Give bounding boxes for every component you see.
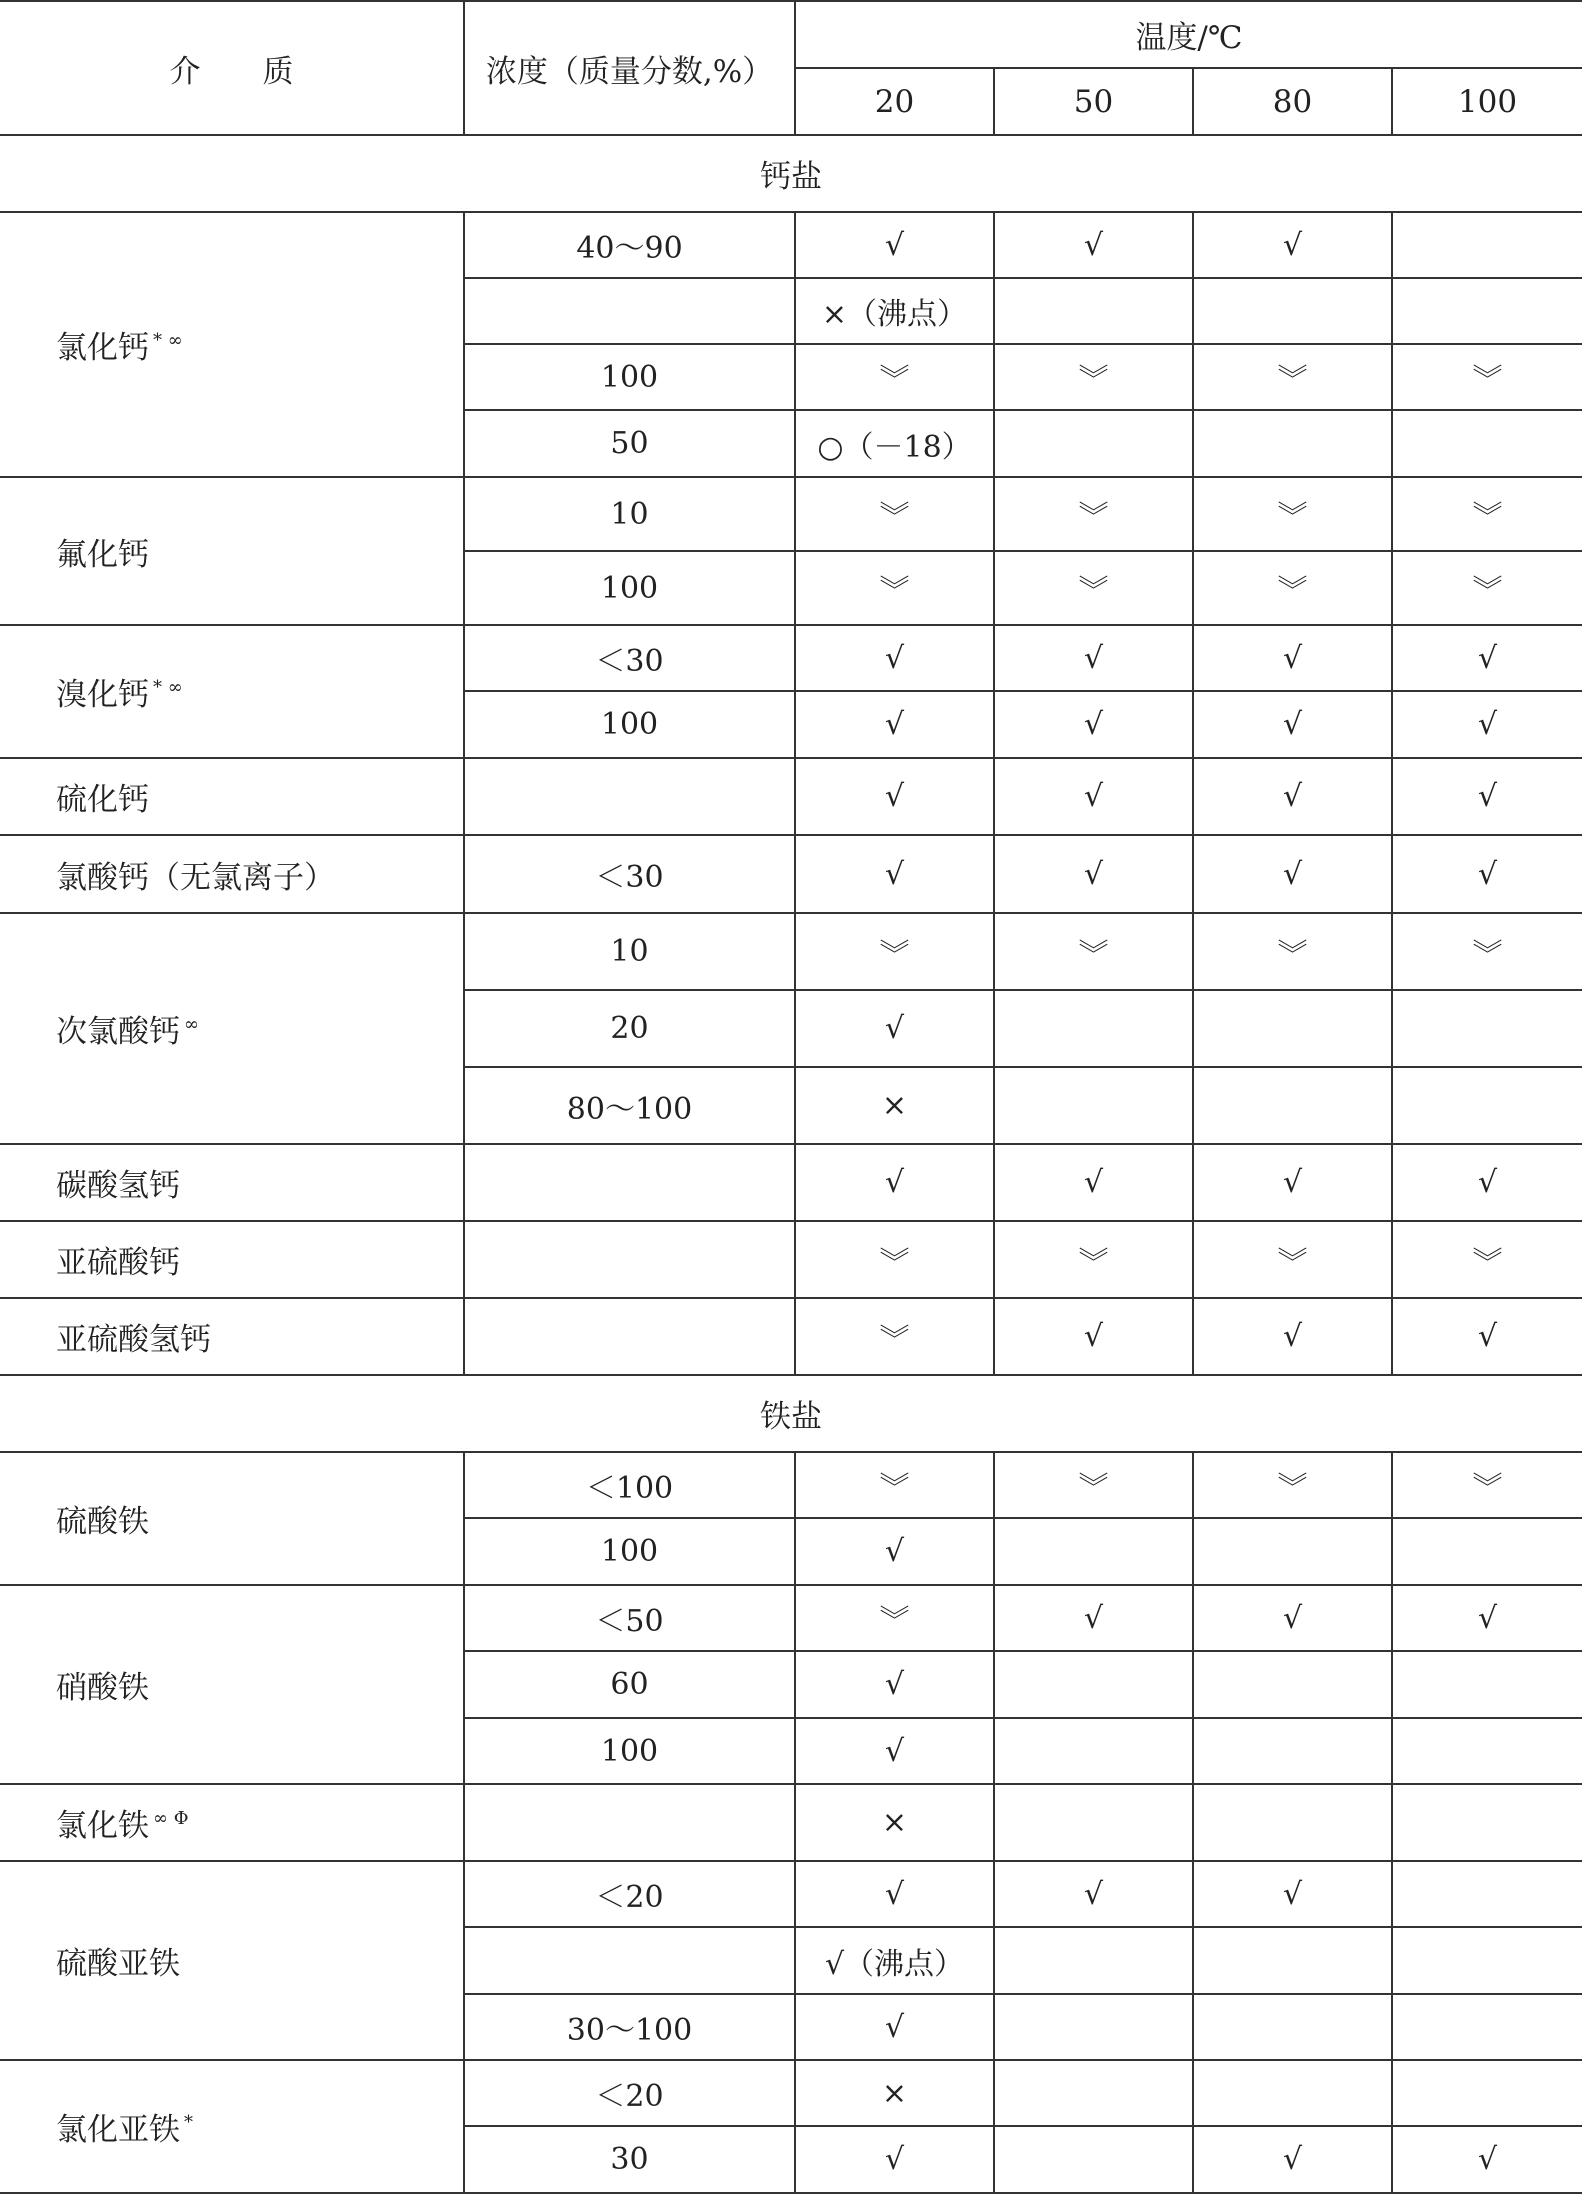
rating-cell: √ (1392, 1144, 1582, 1221)
concentration-cell: ＜20 (464, 1861, 795, 1927)
rating-cell (1193, 990, 1392, 1067)
rating-cell (994, 1067, 1193, 1144)
rating-cell: √ (994, 691, 1193, 758)
table-row (0, 625, 1582, 691)
table-row (0, 835, 1582, 913)
rating-cell (994, 1651, 1193, 1718)
medium-name: 氯化钙 (56, 330, 149, 366)
medium-cell (0, 913, 464, 1144)
rating-cell: √ (1392, 758, 1582, 835)
rating-cell: √ (1193, 691, 1392, 758)
concentration-cell: 20 (464, 990, 795, 1067)
rating-cell: ︾ (1392, 1452, 1582, 1518)
rating-cell: √ (994, 1144, 1193, 1221)
rating-cell: √ (1392, 625, 1582, 691)
rating-cell: √ (795, 1651, 994, 1718)
rating-cell: ︾ (1193, 1452, 1392, 1518)
rating-cell (994, 2126, 1193, 2193)
concentration-cell: 100 (464, 691, 795, 758)
medium-cell (0, 758, 464, 835)
rating-cell: √ (1392, 691, 1582, 758)
medium-cell (0, 1861, 464, 2060)
rating-cell: √ (994, 835, 1193, 913)
rating-cell: ︾ (994, 477, 1193, 551)
medium-cell (0, 477, 464, 625)
concentration-cell: 10 (464, 477, 795, 551)
rating-cell: √ (795, 835, 994, 913)
concentration-cell (464, 1927, 795, 1994)
medium-name: 亚硫酸氢钙 (56, 1322, 211, 1358)
rating-cell (1193, 1518, 1392, 1585)
rating-cell: √ (994, 758, 1193, 835)
table-row (0, 1221, 1582, 1298)
rating-cell: √ (795, 691, 994, 758)
rating-cell (1193, 1994, 1392, 2060)
rating-cell (1392, 1861, 1582, 1927)
medium-name: 氯化铁 (56, 1808, 149, 1844)
rating-cell: ︾ (795, 1452, 994, 1518)
header-temp-100: 100 (1392, 68, 1582, 135)
rating-cell: √ (795, 1994, 994, 2060)
medium-name: 硫酸亚铁 (56, 1946, 180, 1982)
concentration-cell: ＜50 (464, 1585, 795, 1651)
rating-cell: √ (1193, 1298, 1392, 1375)
rating-cell (1392, 1927, 1582, 1994)
rating-cell (1392, 1651, 1582, 1718)
rating-cell (1392, 1718, 1582, 1784)
rating-cell: √（沸点） (795, 1927, 994, 1994)
concentration-cell (464, 1784, 795, 1861)
section-title: 铁盐 (0, 1375, 1582, 1452)
rating-cell: √ (795, 990, 994, 1067)
concentration-cell (464, 1144, 795, 1221)
rating-cell (1193, 1651, 1392, 1718)
rating-cell (1193, 1067, 1392, 1144)
table-row (0, 2060, 1582, 2126)
medium-name: 亚硫酸钙 (56, 1245, 180, 1281)
rating-cell (1392, 2060, 1582, 2126)
rating-cell: √ (1392, 1298, 1582, 1375)
rating-cell (994, 1518, 1193, 1585)
rating-cell (994, 2060, 1193, 2126)
rating-cell (994, 278, 1193, 344)
rating-cell (1193, 1927, 1392, 1994)
rating-cell: √ (1193, 1861, 1392, 1927)
rating-cell: √ (1392, 2126, 1582, 2193)
rating-cell: √ (1193, 758, 1392, 835)
table-row (0, 1452, 1582, 1518)
concentration-cell (464, 278, 795, 344)
rating-cell: √ (795, 1144, 994, 1221)
rating-cell: ︾ (1392, 1221, 1582, 1298)
table-row (0, 212, 1582, 278)
concentration-cell: 40～90 (464, 212, 795, 278)
rating-cell: × (795, 1067, 994, 1144)
rating-cell (1193, 410, 1392, 477)
rating-cell (1193, 278, 1392, 344)
table-row (0, 1144, 1582, 1221)
medium-cell (0, 625, 464, 758)
rating-cell (1392, 1067, 1582, 1144)
table-row (0, 1784, 1582, 1861)
rating-cell (994, 1784, 1193, 1861)
concentration-cell (464, 1298, 795, 1375)
rating-cell: ×（沸点） (795, 278, 994, 344)
rating-cell: ︾ (1392, 477, 1582, 551)
section-title: 钙盐 (0, 135, 1582, 212)
medium-name: 硝酸铁 (56, 1670, 149, 1706)
medium-cell (0, 1452, 464, 1585)
rating-cell: √ (994, 1585, 1193, 1651)
concentration-cell: ＜100 (464, 1452, 795, 1518)
table-row (0, 1861, 1582, 1927)
table-body (0, 135, 1582, 2193)
concentration-cell: 100 (464, 1518, 795, 1585)
rating-cell: ︾ (994, 1221, 1193, 1298)
medium-name: 氯酸钙（无氯离子） (56, 859, 335, 896)
medium-name: 硫酸铁 (56, 1504, 149, 1540)
footnote-marker: ∞ Φ (153, 1808, 189, 1829)
concentration-cell: ＜30 (464, 835, 795, 913)
rating-cell: √ (1193, 1144, 1392, 1221)
rating-cell (1392, 990, 1582, 1067)
rating-cell: √ (994, 1298, 1193, 1375)
rating-cell: √ (1392, 1585, 1582, 1651)
rating-cell: √ (795, 625, 994, 691)
medium-cell (0, 835, 464, 913)
rating-cell: √ (795, 1861, 994, 1927)
rating-cell: ︾ (795, 551, 994, 625)
rating-cell (994, 1718, 1193, 1784)
rating-cell: ︾ (795, 477, 994, 551)
rating-cell (994, 1927, 1193, 1994)
rating-cell (1392, 1518, 1582, 1585)
rating-cell: ︾ (1193, 344, 1392, 410)
rating-cell: √ (1193, 625, 1392, 691)
rating-cell (1193, 1718, 1392, 1784)
concentration-cell: ＜30 (464, 625, 795, 691)
rating-cell: ︾ (795, 1585, 994, 1651)
concentration-cell (464, 758, 795, 835)
rating-cell: √ (1193, 2126, 1392, 2193)
concentration-cell: 50 (464, 410, 795, 477)
rating-cell: √ (1193, 1585, 1392, 1651)
footnote-marker: * ∞ (153, 330, 183, 351)
rating-cell: √ (795, 2126, 994, 2193)
rating-cell: ○（－18） (795, 410, 994, 477)
rating-cell: √ (1392, 835, 1582, 913)
header-temperature: 温度/℃ (795, 1, 1582, 68)
rating-cell (994, 410, 1193, 477)
concentration-cell: 60 (464, 1651, 795, 1718)
header-concentration: 浓度（质量分数,%） (464, 1, 795, 135)
concentration-cell: ＜20 (464, 2060, 795, 2126)
footnote-marker: ∞ (184, 1014, 199, 1035)
table-row (0, 758, 1582, 835)
medium-name: 氯化亚铁 (56, 2112, 180, 2148)
rating-cell: ︾ (795, 913, 994, 990)
rating-cell: ︾ (994, 344, 1193, 410)
rating-cell: ︾ (1193, 551, 1392, 625)
table-row (0, 1585, 1582, 1651)
header-medium: 介 质 (0, 1, 464, 135)
rating-cell: √ (994, 625, 1193, 691)
rating-cell: ︾ (994, 1452, 1193, 1518)
concentration-cell: 100 (464, 344, 795, 410)
table-row (0, 1298, 1582, 1375)
concentration-cell (464, 1221, 795, 1298)
rating-cell: √ (994, 1861, 1193, 1927)
table-row (0, 913, 1582, 990)
medium-name: 碳酸氢钙 (56, 1168, 180, 1204)
medium-cell (0, 2060, 464, 2193)
medium-cell (0, 212, 464, 477)
rating-cell: ︾ (994, 551, 1193, 625)
rating-cell: ︾ (1193, 477, 1392, 551)
rating-cell: √ (1193, 835, 1392, 913)
rating-cell (1392, 1784, 1582, 1861)
rating-cell (994, 990, 1193, 1067)
rating-cell: √ (795, 1518, 994, 1585)
rating-cell: √ (1193, 212, 1392, 278)
medium-cell (0, 1221, 464, 1298)
rating-cell (994, 1994, 1193, 2060)
medium-cell (0, 1144, 464, 1221)
rating-cell: ︾ (1392, 551, 1582, 625)
table-row (0, 477, 1582, 551)
rating-cell (1392, 212, 1582, 278)
rating-cell (1392, 1994, 1582, 2060)
rating-cell (1392, 278, 1582, 344)
medium-name: 硫化钙 (56, 782, 149, 818)
section-row (0, 1375, 1582, 1452)
medium-cell (0, 1784, 464, 1861)
rating-cell: × (795, 1784, 994, 1861)
rating-cell: ︾ (795, 344, 994, 410)
header-temp-50: 50 (994, 68, 1193, 135)
medium-name: 次氯酸钙 (56, 1014, 180, 1050)
rating-cell: ︾ (795, 1221, 994, 1298)
rating-cell: √ (994, 212, 1193, 278)
concentration-cell: 10 (464, 913, 795, 990)
medium-cell (0, 1585, 464, 1784)
rating-cell: ︾ (795, 1298, 994, 1375)
header-temp-20: 20 (795, 68, 994, 135)
rating-cell: √ (795, 1718, 994, 1784)
concentration-cell: 30～100 (464, 1994, 795, 2060)
rating-cell: ︾ (1392, 913, 1582, 990)
rating-cell (1193, 2060, 1392, 2126)
rating-cell: ︾ (1392, 344, 1582, 410)
rating-cell: ︾ (1193, 913, 1392, 990)
medium-name: 氟化钙 (56, 536, 149, 573)
concentration-cell: 80～100 (464, 1067, 795, 1144)
rating-cell: ︾ (994, 913, 1193, 990)
footnote-marker: * (184, 2112, 193, 2133)
header-temp-80: 80 (1193, 68, 1392, 135)
rating-cell: √ (795, 212, 994, 278)
rating-cell: √ (795, 758, 994, 835)
rating-cell: × (795, 2060, 994, 2126)
rating-cell: ︾ (1193, 1221, 1392, 1298)
medium-cell (0, 1298, 464, 1375)
footnote-marker: * ∞ (153, 677, 183, 698)
concentration-cell: 100 (464, 1718, 795, 1784)
rating-cell (1193, 1784, 1392, 1861)
medium-name: 溴化钙 (56, 677, 149, 713)
rating-cell (1392, 410, 1582, 477)
concentration-cell: 30 (464, 2126, 795, 2193)
section-row (0, 135, 1582, 212)
concentration-cell: 100 (464, 551, 795, 625)
